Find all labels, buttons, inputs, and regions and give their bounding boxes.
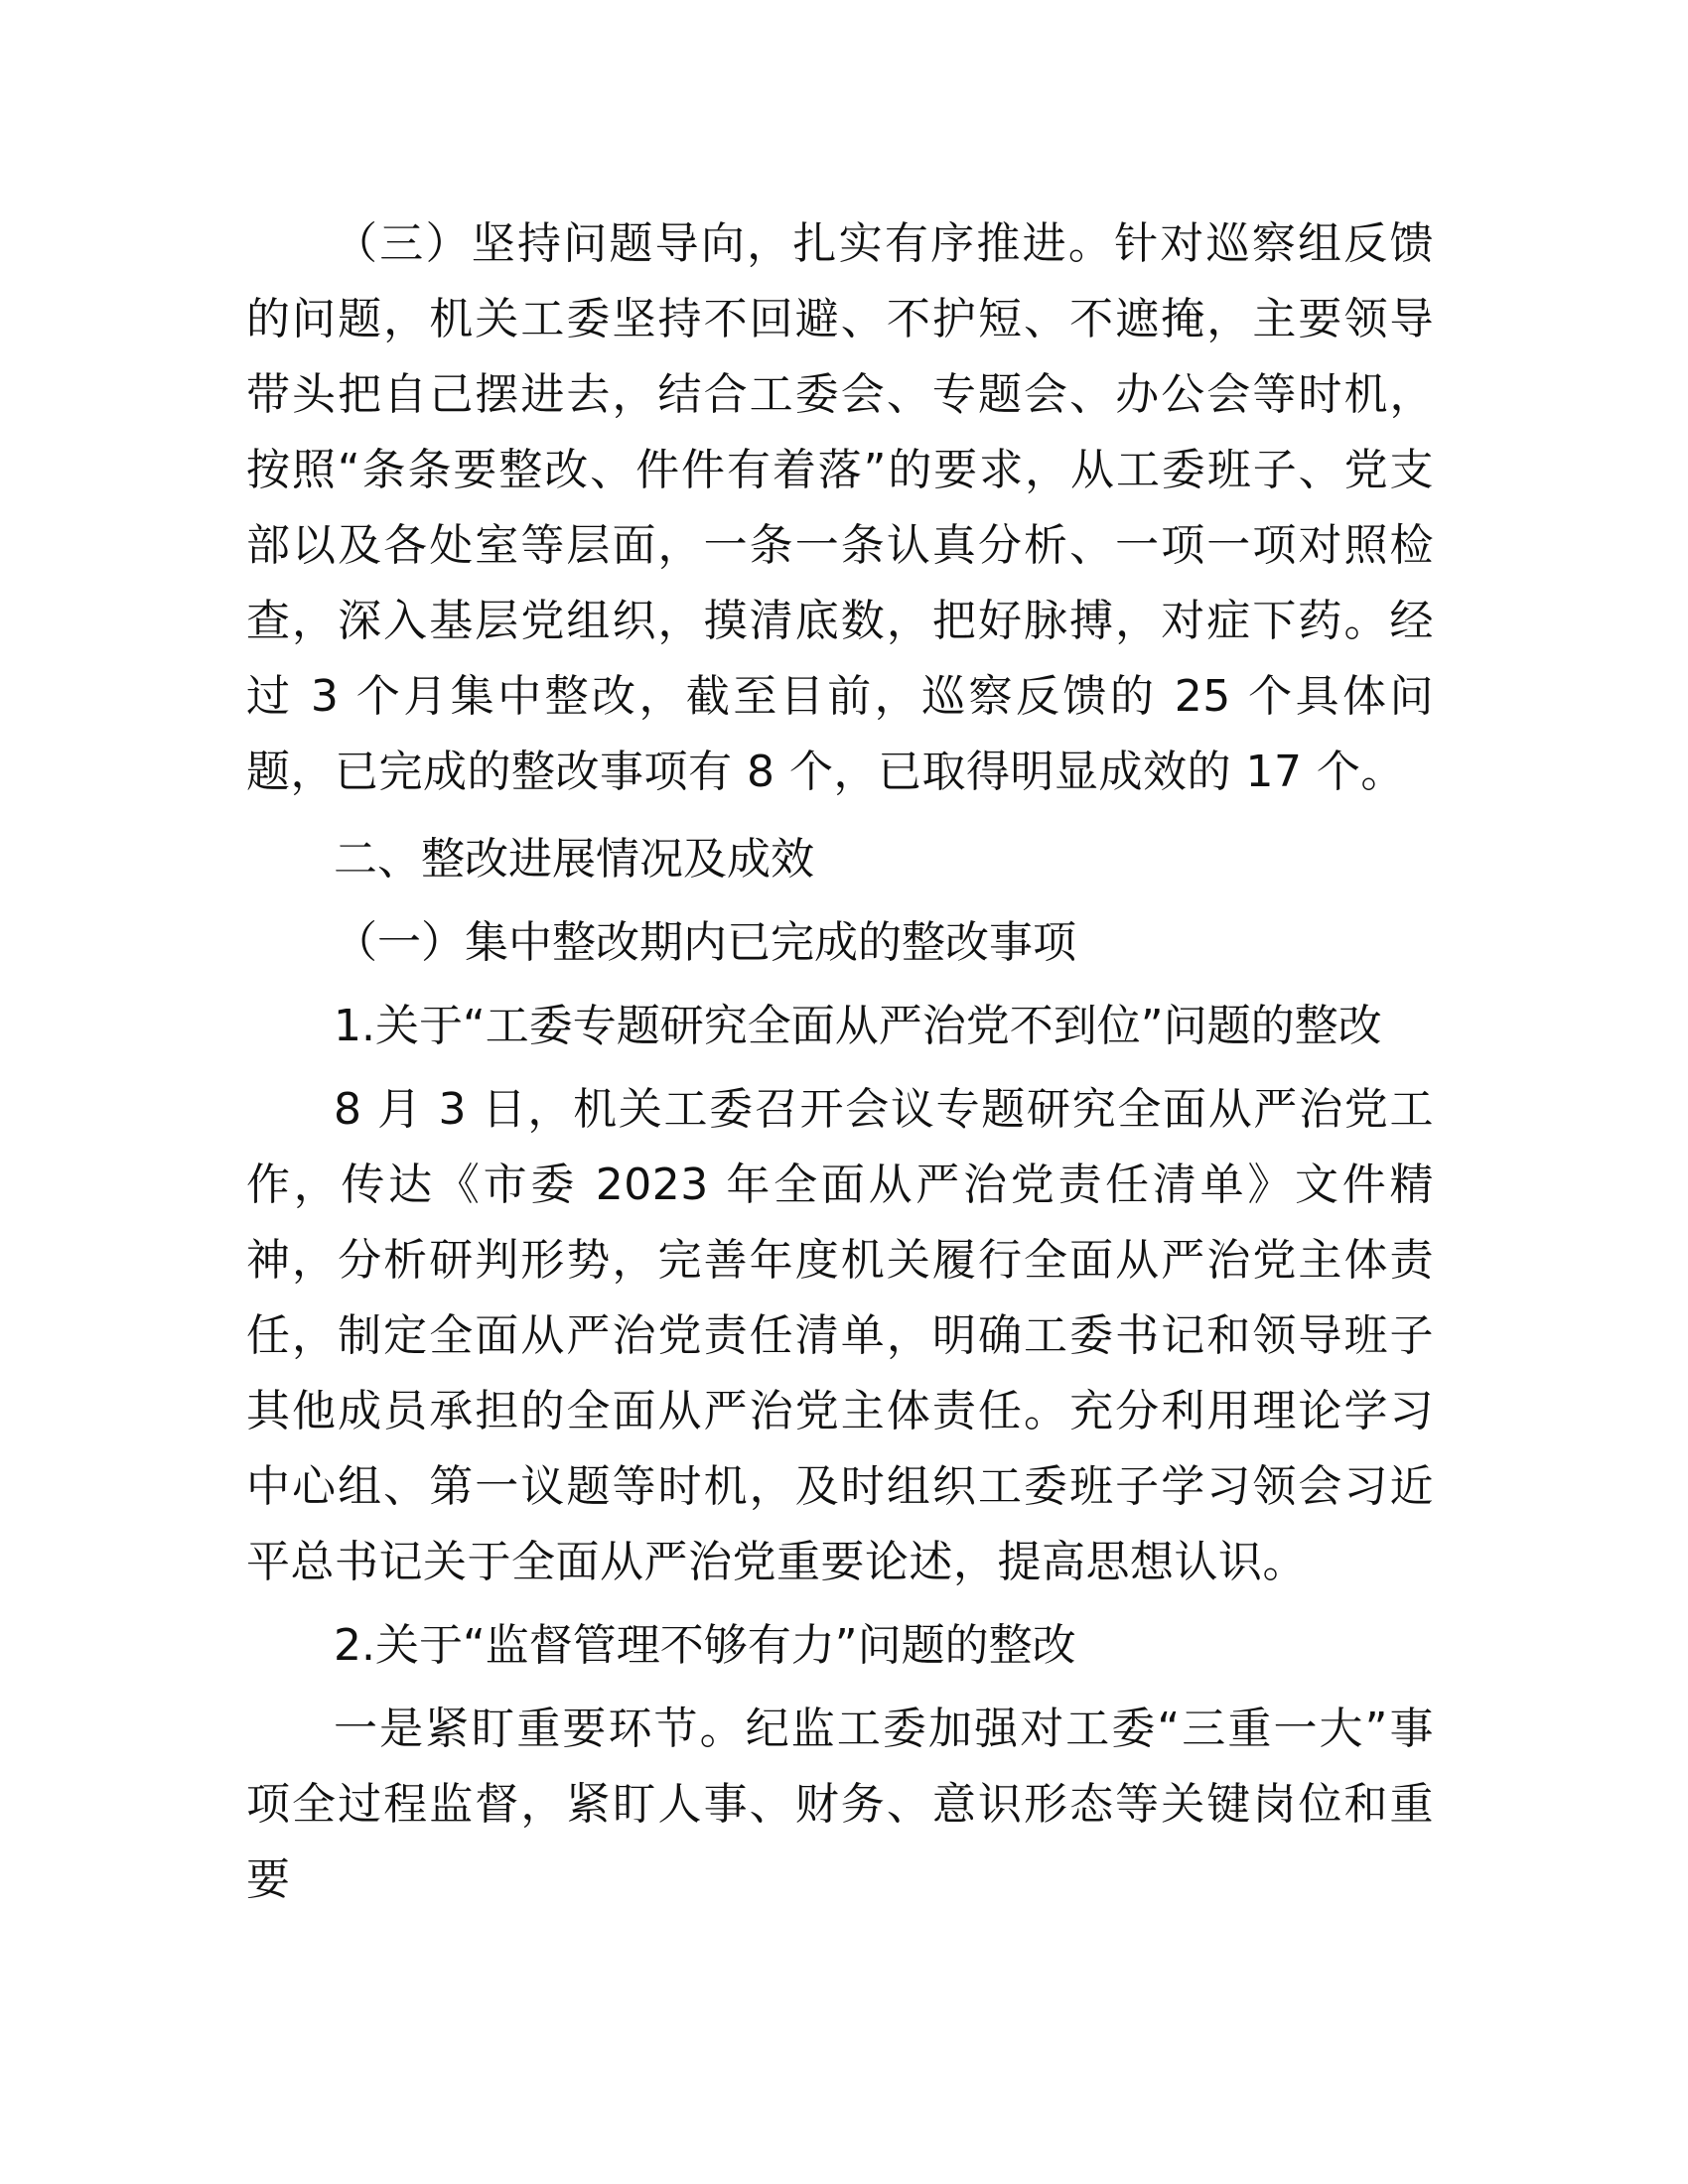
item-heading-2: 2.关于“监督管理不够有力”问题的整改 [334, 1620, 1076, 1671]
item-heading-1: 1.关于“工委专题研究全面从严治党不到位”问题的整改 [334, 1001, 1382, 1051]
item-body-1: 8 月 3 日，机关工委召开会议专题研究全面从严治党工作，传达《市委 2023 年全面从严治党责任清单》文件精神，分析研判形势，完善年度机关履行全面从严治党主体责任，制定全面从严治党责任清单，明确工委书记和领导班子其他成员承担的全面从严治党主体责任。充分利用理论学习中心组、第一议题等时机，及时组织工委班子学习领会习近平总书记关于全面从严治党重要论述，提高思想认识。 [246, 1084, 1434, 1587]
subsection-heading-completed: （一）集中整改期内已完成的整改事项 [334, 917, 1076, 968]
paragraph-problem-orientation: （三）坚持问题导向，扎实有序推进。针对巡察组反馈的问题，机关工委坚持不回避、不护短、不遮掩，主要领导带头把自己摆进去，结合工委会、专题会、办公会等时机，按照“条条要整改、件件有着落”的要求，从工委班子、党支部以及各处室等层面，一条一条认真分析、一项一项对照检查，深入基层党组织，摸清底数，把好脉搏，对症下药。经过 3 个月集中整改，截至目前，巡察反馈的 25 个具体问题，已完成的整改事项有 8 个，已取得明显成效的 17 个。 [246, 218, 1434, 797]
item-body-2: 一是紧盯重要环节。纪监工委加强对工委“三重一大”事项全过程监督，紧盯人事、财务、意识形态等关键岗位和重要 [246, 1704, 1434, 1905]
document-page [246, 206, 1434, 1918]
section-heading-progress: 二、整改进展情况及成效 [334, 834, 814, 885]
